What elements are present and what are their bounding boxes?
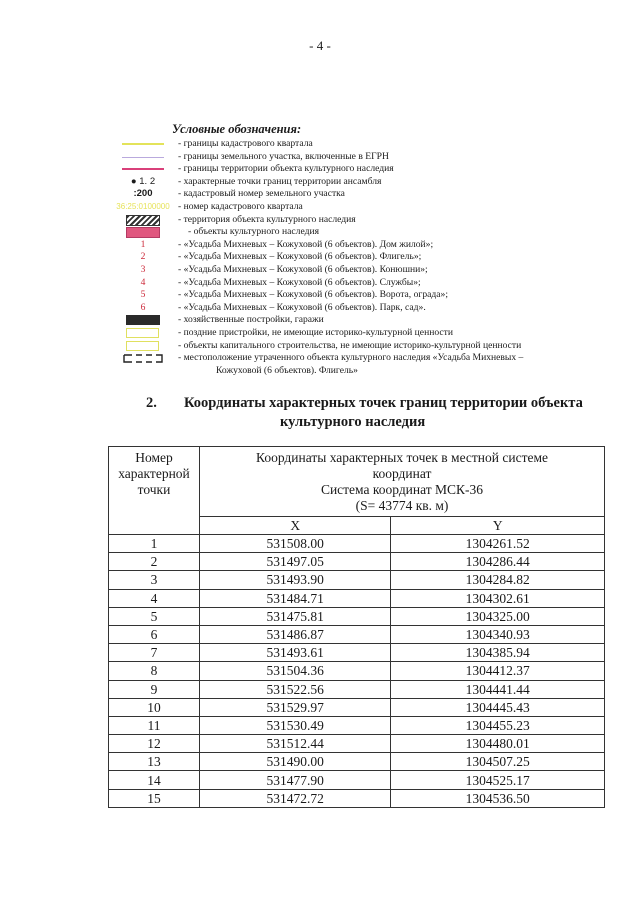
table-row: 8 531504.36 1304412.37: [109, 662, 605, 680]
header-point-number: Номер характерной точки: [109, 447, 200, 535]
table-row: 7 531493.61 1304385.94: [109, 644, 605, 662]
quarter-boundary-line-symbol: [112, 138, 174, 151]
section-number: 2.: [146, 395, 157, 411]
object-number-symbol: 2: [140, 251, 146, 263]
table-row: 9 531522.56 1304441.44: [109, 680, 605, 698]
legend-item: [112, 277, 592, 290]
legend-item-text: - границы территории объекта культурного наследия: [178, 163, 394, 175]
heritage-boundary-line-symbol: [112, 163, 174, 176]
legend-item: [112, 226, 592, 239]
legend-item-text: - поздние пристройки, не имеющие историко-культурной ценности: [178, 326, 453, 338]
legend-item: [112, 340, 592, 353]
legend-item: [112, 151, 592, 164]
table-row: 2 531497.05 1304286.44: [109, 553, 605, 571]
legend-item: [112, 201, 592, 214]
header-coordinate-system: Координаты характерных точек в местной системе координат Система координат МСК-36 (S= 43774 кв. м): [200, 447, 605, 517]
header-y: Y: [391, 517, 605, 535]
legend-item-continuation: [112, 365, 592, 378]
legend-item: [112, 188, 592, 201]
object-number-symbol: 4: [140, 276, 146, 288]
table-row: 12 531512.44 1304480.01: [109, 735, 605, 753]
legend-item-text: - территория объекта культурного наследия: [178, 213, 356, 225]
lost-object-dashed-symbol: [112, 352, 174, 365]
quarter-number-symbol: 36:25:0100000: [116, 201, 170, 211]
table-row: 10 531529.97 1304445.43: [109, 698, 605, 716]
legend-item-text: - объекты капитального строительства, не имеющие историко-культурной ценности: [178, 339, 522, 351]
legend-item: [112, 176, 592, 189]
cadastral-number-symbol: :200: [133, 188, 153, 200]
section-title: Координаты характерных точек границ территории объекта: [184, 395, 583, 411]
late-extensions-outline-symbol: [112, 327, 174, 340]
legend-item-text: Кожуховой (6 объектов). Флигель»: [216, 364, 358, 376]
table-body: [109, 535, 605, 808]
legend-item-text: - «Усадьба Михневых – Кожуховой (6 объектов). Ворота, ограда»;: [178, 289, 448, 301]
legend-item: [112, 302, 592, 315]
table-row: 13 531490.00 1304507.25: [109, 753, 605, 771]
legend-item: [112, 239, 592, 252]
legend-item-text: - границы земельного участка, включенные в ЕГРН: [178, 150, 389, 162]
legend-item-text: - номер кадастрового квартала: [178, 200, 303, 212]
legend-item: [112, 138, 592, 151]
page-number: - 4 -: [309, 38, 331, 53]
legend: [112, 122, 592, 377]
heritage-territory-hatch-symbol: [112, 214, 174, 227]
legend-item: [112, 163, 592, 176]
heritage-objects-fill-symbol: [112, 226, 174, 239]
outbuildings-fill-symbol: [112, 314, 174, 327]
table-row: 6 531486.87 1304340.93: [109, 625, 605, 643]
characteristic-points-symbol: ● 1. 2: [130, 175, 156, 187]
legend-item-text: - границы кадастрового квартала: [178, 138, 313, 149]
legend-item: [112, 289, 592, 302]
legend-item: [112, 314, 592, 327]
legend-item: [112, 327, 592, 340]
object-number-symbol: 6: [140, 301, 146, 313]
header-x: X: [200, 517, 391, 535]
legend-item: [112, 214, 592, 227]
legend-item-text: - «Усадьба Михневых – Кожуховой (6 объектов). Службы»;: [178, 276, 421, 288]
section-title-continuation: культурного наследия: [280, 414, 426, 430]
coordinates-table: [108, 446, 605, 808]
object-number-symbol: 1: [140, 238, 146, 250]
legend-item-text: - объекты культурного наследия: [188, 226, 319, 238]
legend-item: [112, 264, 592, 277]
legend-item-text: - местоположение утраченного объекта культурного наследия «Усадьба Михневых –: [178, 352, 524, 364]
capital-construction-outline-symbol: [112, 340, 174, 353]
legend-item: [112, 352, 592, 365]
legend-item-text: - «Усадьба Михневых – Кожуховой (6 объектов). Дом жилой»;: [178, 238, 434, 250]
table-row: 5 531475.81 1304325.00: [109, 607, 605, 625]
table-row: 15 531472.72 1304536.50: [109, 789, 605, 807]
legend-item-text: - «Усадьба Михневых – Кожуховой (6 объектов). Флигель»;: [178, 251, 422, 263]
legend-item-text: - характерные точки границ территории ансамбля: [178, 175, 382, 187]
object-number-symbol: 3: [140, 263, 146, 275]
table-row: 3 531493.90 1304284.82: [109, 571, 605, 589]
legend-item-text: - «Усадьба Михневых – Кожуховой (6 объектов). Конюшни»;: [178, 263, 428, 275]
legend-item-text: - кадастровый номер земельного участка: [178, 188, 345, 200]
legend-item: [112, 251, 592, 264]
legend-title: Условные обозначения:: [172, 122, 302, 136]
table-row: 11 531530.49 1304455.23: [109, 716, 605, 734]
legend-item-text: - «Усадьба Михневых – Кожуховой (6 объектов). Парк, сад».: [178, 301, 426, 313]
table-row: 1 531508.00 1304261.52: [109, 535, 605, 553]
object-number-symbol: 5: [140, 289, 146, 301]
legend-item-text: - хозяйственные постройки, гаражи: [178, 314, 324, 326]
parcel-boundary-line-symbol: [112, 151, 174, 164]
table-row: 4 531484.71 1304302.61: [109, 589, 605, 607]
table-row: 14 531477.90 1304525.17: [109, 771, 605, 789]
